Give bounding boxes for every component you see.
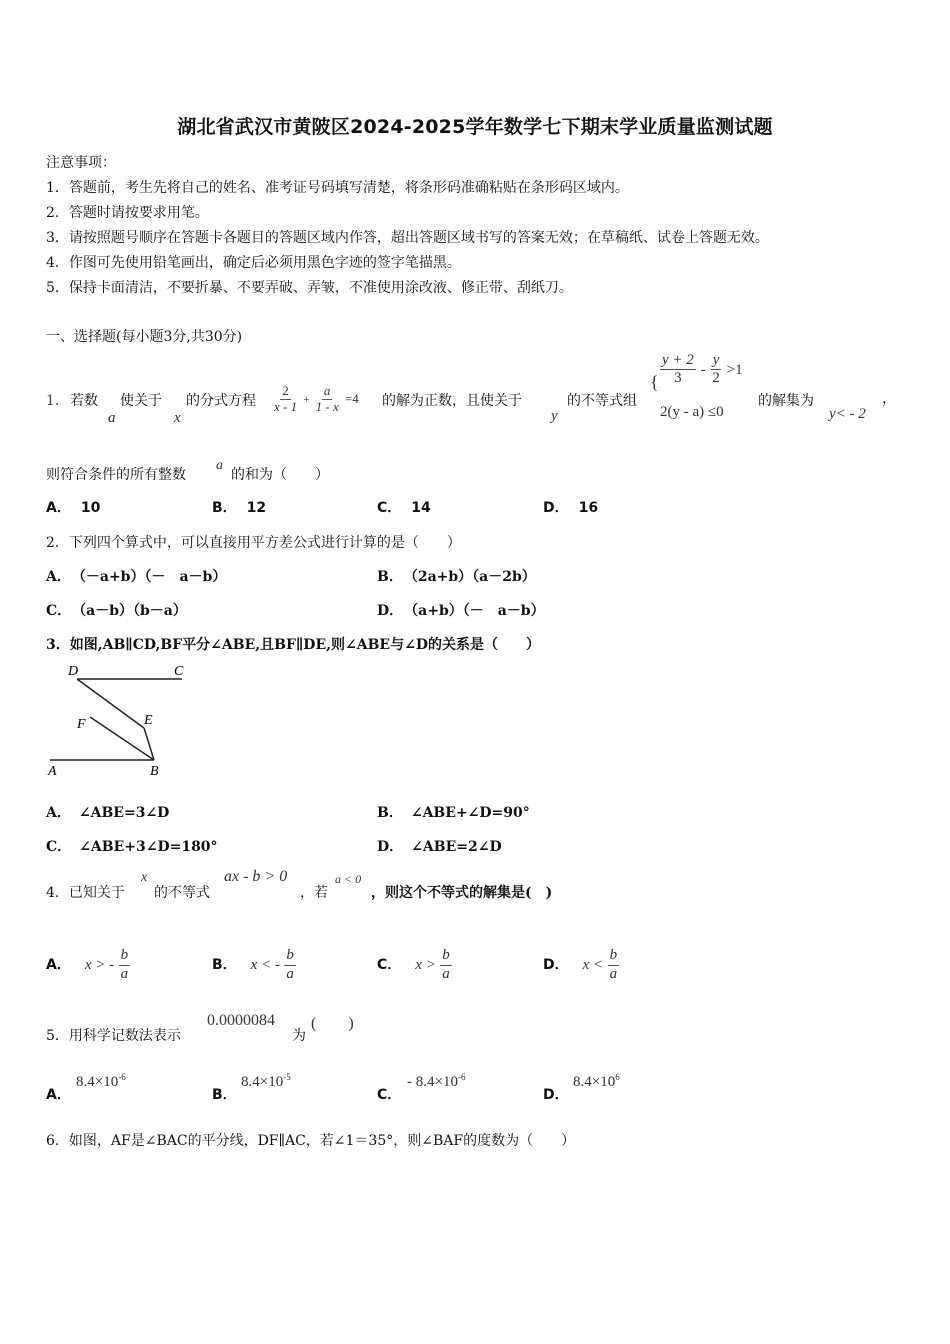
q4-option-b[interactable]: B． x < - $\frac{b}{a}$: [212, 947, 294, 982]
q3-option-c[interactable]: C． ∠ABE+3∠D=180°: [46, 839, 218, 855]
q1-system-line2: 2(y - a) ≤0: [660, 404, 724, 420]
q5-option-a[interactable]: A．: [46, 1087, 71, 1103]
notice-item-1: 1．答题前，考生先将自己的姓名、准考证号码填写清楚，将条形码准确粘贴在条形码区域内。: [46, 180, 629, 196]
q1-equation: [272, 384, 359, 415]
q1-plus: +: [303, 393, 310, 406]
q5-option-c[interactable]: C．: [377, 1087, 402, 1103]
q1-text-1: 若数: [70, 393, 98, 409]
q5-value: 0.0000084: [207, 1012, 275, 1029]
q1-brace: {: [650, 372, 659, 392]
q5-option-c-value: - $8.4\times 10^{-6}$: [407, 1072, 466, 1090]
q5-option-d-value: $8.4\times 10^6$: [573, 1072, 620, 1090]
page-title: 湖北省武汉市黄陂区2024-2025学年数学七下期末学业质量监测试题: [177, 116, 773, 138]
notice-heading: 注意事项：: [46, 155, 116, 171]
q5-text-1: 5．用科学记数法表示: [46, 1028, 181, 1044]
q1-sys-minus: -: [700, 361, 706, 378]
q2-option-d[interactable]: D． （a+b）（－ a－b）: [377, 603, 545, 619]
q2-text: 2．下列四个算式中，可以直接用平方差公式进行计算的是（ ）: [46, 535, 461, 551]
q4-text-4: ，则这个不等式的解集是( ): [371, 885, 553, 901]
q1-line2-text-1: 则符合条件的所有整数: [46, 467, 186, 483]
q1-frac1-den: x - 1: [274, 398, 298, 414]
q3-option-d[interactable]: D． ∠ABE=2∠D: [377, 839, 502, 855]
q5-paren: ( ): [311, 1015, 354, 1032]
section-heading-choice: 一、选择题(每小题3分,共30分): [46, 329, 243, 345]
q4-option-a[interactable]: A． x > - $\frac{b}{a}$: [46, 947, 129, 982]
q5-text-2: 为: [292, 1028, 306, 1044]
q5-option-b-value: $8.4\times 10^{-5}$: [241, 1072, 291, 1090]
q3-text: 3．如图,AB∥CD,BF平分∠ABE,且BF∥DE,则∠ABE与∠D的关系是（ ）: [46, 637, 540, 653]
q3-label-c: C: [174, 664, 184, 679]
q1-text-4: 的解为正数，且使关于: [382, 393, 522, 409]
q1-var-x: x: [174, 410, 181, 426]
q3-label-f: F: [77, 717, 86, 732]
q4-option-d[interactable]: D． x < $\frac{b}{a}$: [543, 947, 618, 982]
q3-line-de: [77, 679, 144, 728]
q5-option-d[interactable]: D．: [543, 1087, 569, 1103]
q1-system-line1: [660, 352, 743, 388]
notice-item-2: 2．答题时请按要求用笔。: [46, 205, 209, 221]
q3-label-b: B: [150, 764, 159, 779]
q1-option-b[interactable]: B． 12: [212, 500, 267, 516]
q1-sys-gt1: >1: [726, 361, 743, 378]
q2-option-c[interactable]: C． （a－b）（b－a）: [46, 603, 187, 619]
q1-number: 1．: [46, 393, 69, 409]
q4-inequality: ax - b > 0: [224, 868, 288, 885]
q1-eq4: =4: [344, 390, 359, 406]
q1-solution-set: y< - 2: [829, 406, 866, 422]
q1-frac2-num: a: [323, 383, 331, 398]
q4-text-1: 4．已知关于: [46, 885, 125, 901]
q2-option-b[interactable]: B． （2a+b）（a－2b）: [377, 569, 536, 585]
q6-text: 6．如图，AF是∠BAC的平分线，DF∥AC，若∠1＝35°，则∠BAF的度数为（ ）: [46, 1133, 576, 1149]
q1-text-2: 使关于: [120, 393, 162, 409]
q4-condition: a < 0: [335, 872, 362, 886]
q1-text-3: 的分式方程: [186, 393, 256, 409]
q1-frac2-den: 1 - x: [315, 398, 339, 414]
q3-label-a: A: [48, 764, 57, 779]
q2-option-a[interactable]: A． （－a+b）（－ a－b）: [46, 569, 227, 585]
notice-item-5: 5．保持卡面清洁，不要折暴、不要弄破、弄皱，不准使用涂改液、修正带、刮纸刀。: [46, 280, 573, 296]
q1-var-a: a: [108, 410, 116, 426]
q1-sys-frac2-den: 2: [712, 370, 720, 387]
q1-option-d[interactable]: D． 16: [543, 500, 599, 516]
notice-item-3: 3．请按照题号顺序在答题卡各题目的答题区域内作答，超出答题区域书写的答案无效；在草稿纸、试卷上答题无效。: [46, 230, 769, 246]
q1-text-6: 的解集为: [758, 393, 814, 409]
q5-option-b[interactable]: B．: [212, 1087, 237, 1103]
q1-sys-frac2-num: y: [711, 352, 722, 370]
q1-option-a[interactable]: A． 10: [46, 500, 101, 516]
q1-var-y: y: [551, 408, 558, 424]
q3-label-d: D: [68, 664, 79, 679]
q3-figure: [44, 658, 194, 780]
q4-text-3: ，若: [300, 885, 328, 901]
q1-sys-frac1-den: 3: [674, 370, 682, 387]
q4-text-2: 的不等式: [154, 885, 210, 901]
q3-option-b[interactable]: B． ∠ABE+∠D=90°: [377, 805, 530, 821]
q1-text-5: 的不等式组: [567, 393, 637, 409]
q4-var-x: x: [141, 870, 148, 885]
q5-option-a-value: $8.4\times 10^{-6}$: [76, 1072, 126, 1090]
q1-sys-frac1-num: y + 2: [660, 352, 696, 370]
q1-line2-var-a: a: [216, 458, 223, 473]
q3-line-eb: [144, 728, 154, 760]
q1-frac1-num: 2: [282, 383, 289, 398]
q4-option-c[interactable]: C． x > $\frac{b}{a}$: [377, 947, 450, 982]
q3-option-a[interactable]: A． ∠ABE=3∠D: [46, 805, 170, 821]
notice-item-4: 4．作图可先使用铅笔画出，确定后必须用黑色字迹的签字笔描黑。: [46, 255, 461, 271]
q3-label-e: E: [144, 713, 153, 728]
q1-option-c[interactable]: C． 14: [377, 500, 431, 516]
q1-line2-text-2: 的和为（ ）: [231, 467, 329, 483]
q1-comma: ，: [882, 391, 896, 407]
